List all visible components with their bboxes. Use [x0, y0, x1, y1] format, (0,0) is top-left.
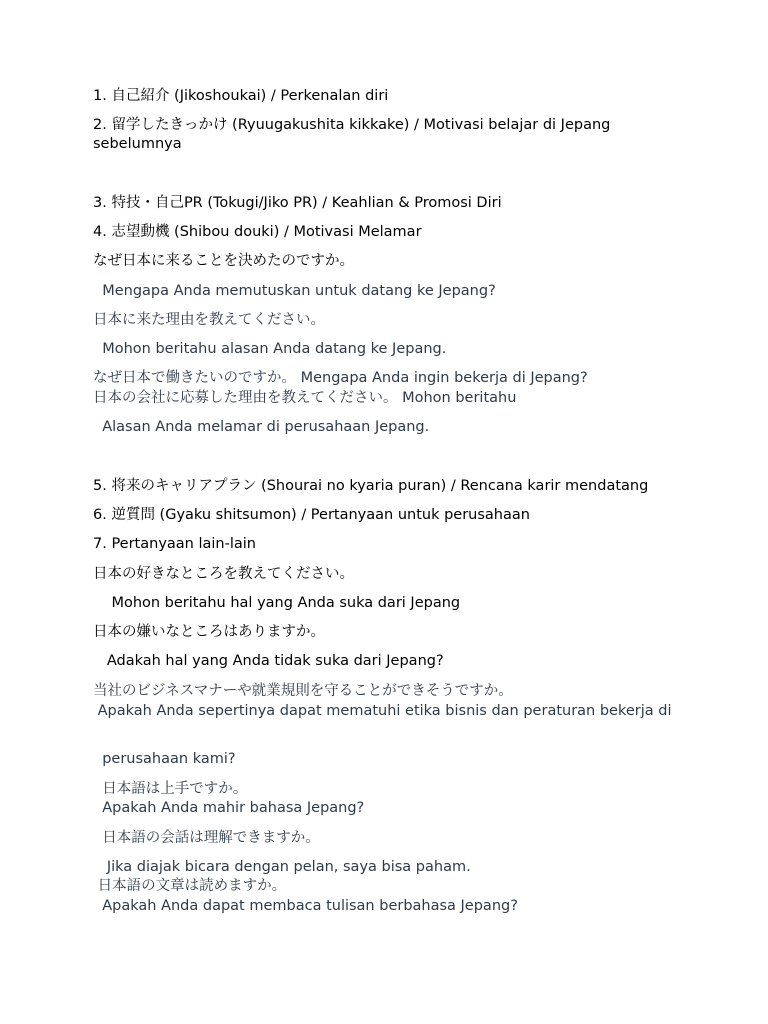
japanese-question: 日本の好きなところを教えてください。: [93, 566, 354, 582]
japanese-question: 日本語の会話は理解できますか。: [93, 830, 320, 846]
heading-5: 5. 将来のキャリアプラン (Shourai no kyaria puran) / Rencana karir mendatang: [93, 478, 649, 494]
mixed-question-line: なぜ日本で働きたいのですか。 Mengapa Anda ingin bekerja di Jepang?: [93, 370, 588, 386]
heading-2: 2. 留学したきっかけ (Ryuugakushita kikkake) / Motivasi belajar di Jepang sebelumnya: [93, 117, 615, 152]
japanese-question: 当社のビジネスマナーや就業規則を守ることができそうですか。: [93, 683, 513, 699]
heading-6: 6. 逆質問 (Gyaku shitsumon) / Pertanyaan untuk perusahaan: [93, 507, 530, 523]
mixed-question-line: 日本の会社に応募した理由を教えてください。 Mohon beritahu: [93, 390, 517, 406]
translation-line: Jika diajak bicara dengan pelan, saya bisa paham.: [93, 859, 471, 875]
japanese-question: 日本語の文章は読めますか。: [93, 878, 287, 894]
translation-line: Apakah Anda dapat membaca tulisan berbahasa Jepang?: [93, 898, 518, 914]
heading-1: 1. 自己紹介 (Jikoshoukai) / Perkenalan diri: [93, 88, 389, 104]
translation-line: Apakah Anda sepertinya dapat mematuhi etika bisnis dan peraturan bekerja di: [93, 703, 672, 719]
translation-line: perusahaan kami?: [93, 751, 236, 767]
japanese-question: なぜ日本に来ることを決めたのですか。: [93, 253, 354, 269]
translation-line: Adakah hal yang Anda tidak suka dari Jepang?: [93, 653, 444, 669]
translation-line: Mohon beritahu alasan Anda datang ke Jepang.: [93, 341, 447, 357]
japanese-question: 日本語は上手ですか。: [93, 781, 248, 797]
heading-3: 3. 特技・自己PR (Tokugi/Jiko PR) / Keahlian & Promosi Diri: [93, 195, 502, 211]
japanese-question: 日本の嫌いなところはありますか。: [93, 624, 325, 640]
heading-7: 7. Pertanyaan lain-lain: [93, 536, 256, 552]
heading-4: 4. 志望動機 (Shibou douki) / Motivasi Melamar: [93, 224, 422, 240]
translation-line: Mohon beritahu hal yang Anda suka dari Jepang: [93, 595, 461, 611]
translation-line: Mengapa Anda memutuskan untuk datang ke Jepang?: [93, 283, 496, 299]
translation-line: Apakah Anda mahir bahasa Jepang?: [93, 800, 365, 816]
japanese-question: 日本に来た理由を教えてください。: [93, 312, 325, 328]
translation-line: Alasan Anda melamar di perusahaan Jepang.: [93, 419, 430, 435]
